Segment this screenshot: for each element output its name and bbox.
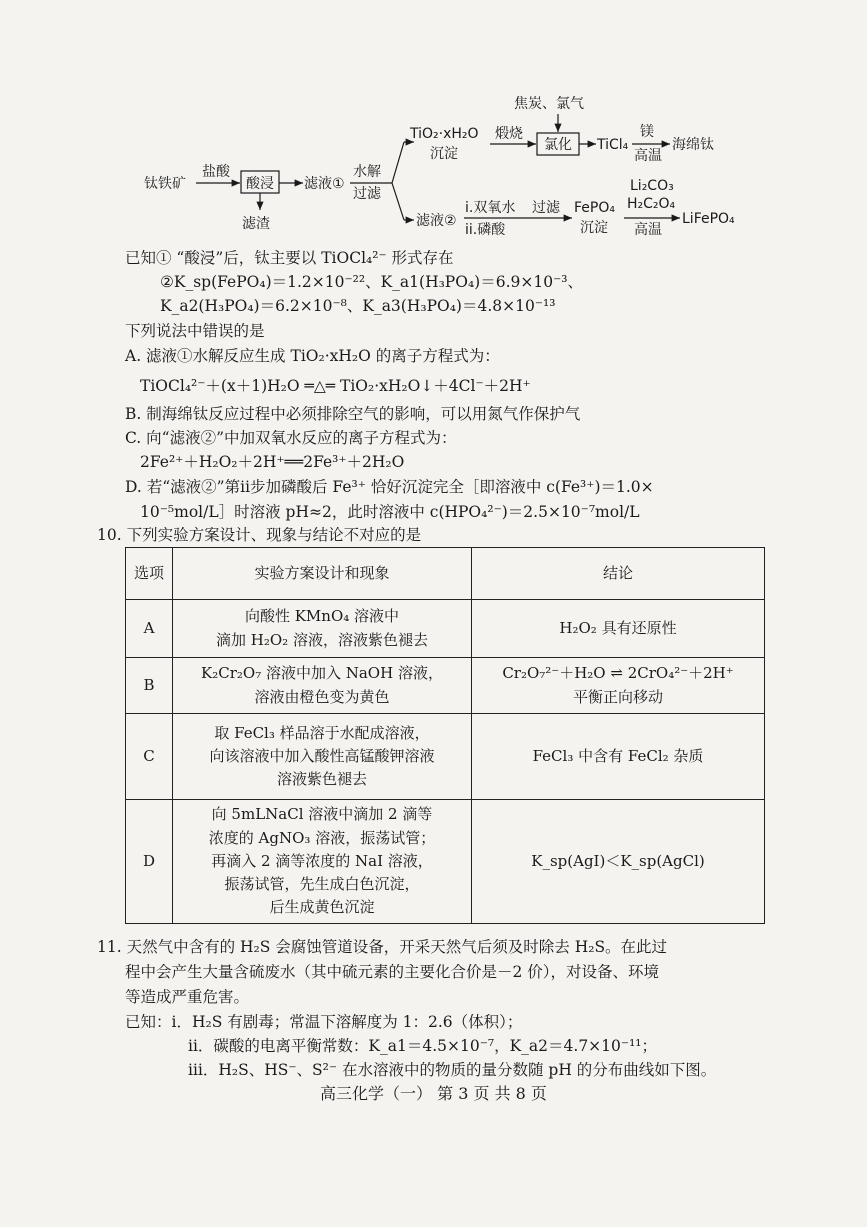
row-d-design-line: 浓度的 AgNO₃ 溶液，振荡试管； [208,828,436,847]
row-d-design-line: 再滴入 2 滴等浓度的 NaI 溶液， [211,851,433,870]
known-3: K_a2(H₃PO₄)＝6.2×10⁻⁸、K_a3(H₃PO₄)＝4.8×10⁻¹³ [160,297,556,315]
row-d-design-line: 向 5mLNaCl 溶液中滴加 2 滴等 [211,805,433,824]
q11-line2: 程中会产生大量含硫废水（其中硫元素的主要化合价是－2 价），对设备、环境 [125,963,660,981]
row-a-design-line: 滴加 H₂O₂ 溶液，溶液紫色褪去 [216,630,428,649]
q11-known-3: ⅲ．H₂S、HS⁻、S²⁻ 在水溶液中的物质的量分数随 pH 的分布曲线如下图。 [188,1061,717,1079]
row-b-option: B [126,658,173,714]
experiment-table [125,547,765,924]
q9-option-c-line1: C. 向“滤液②”中加双氧水反应的离子方程式为： [125,429,457,447]
row-d-conclusion-line: K_sp(AgI)＜K_sp(AgCl) [531,851,705,870]
table-row-c [126,714,765,800]
row-c-option: C [126,714,173,800]
filter2-label: 过滤 [532,200,560,216]
row-c-conclusion-line: FeCl₃ 中含有 FeCl₂ 杂质 [532,746,704,765]
filtrate1-label: 滤液① [304,176,345,192]
high-temp-label-1: 高温 [634,148,662,164]
tio2-label: TiO₂·xH₂O [410,126,479,142]
process-flow-diagram [140,92,780,247]
known-2: ②K_sp(FePO₄)＝1.2×10⁻²²、K_a1(H₃PO₄)＝6.9×10⁻³、 [160,273,583,291]
row-c-design [173,714,472,800]
row-d-conclusion [472,800,765,924]
row-c-conclusion [472,714,765,800]
header-conclusion: 结论 [472,548,765,600]
row-d-design [173,800,472,924]
tio2-precip-label: 沉淀 [430,146,458,162]
q9-option-d-line2: 10⁻⁵mol/L］时溶液 pH≈2，此时溶液中 c(HPO₄²⁻)＝2.5×10⁻⁷mol/L [140,503,640,521]
row-c-design-line: 向该溶液中加入酸性高锰酸钾溶液 [209,746,435,765]
row-b-conclusion-line: 平衡正向移动 [572,687,663,706]
q9-option-a-line1: A. 滤液①水解反应生成 TiO₂·xH₂O 的离子方程式为： [125,347,500,365]
chlorination-box: 氯化 [544,137,572,153]
table-row-a [126,600,765,658]
table-row-b [126,658,765,714]
table-header-row [126,548,765,600]
q11-known-1: 已知：ⅰ．H₂S 有剧毒；常温下溶解度为 1：2.6（体积）； [125,1013,523,1031]
row-d-option: D [126,800,173,924]
q11-known-2: ⅱ．碳酸的电离平衡常数：K_a1＝4.5×10⁻⁷，K_a2＝4.7×10⁻¹¹； [188,1037,658,1055]
leach-box: 酸浸 [246,176,274,192]
q11-line3: 等造成严重危害。 [125,988,250,1006]
row-c-design-line: 取 FeCl₃ 样品溶于水配成溶液， [214,723,430,742]
fepo4-precip-label: 沉淀 [580,220,608,236]
row-a-design-line: 向酸性 KMnO₄ 溶液中 [244,607,400,626]
filtrate2-label: 滤液② [416,213,457,229]
row-d-design-line: 后生成黄色沉淀 [269,898,375,917]
reagent-h2c2o4: H₂C₂O₄ [627,196,676,212]
high-temp-label-2: 高温 [634,222,662,238]
ore-label: 钛铁矿 [144,176,186,192]
chlorination-reagents: 焦炭、氯气 [514,96,584,112]
filter1-label: 过滤 [353,186,381,202]
table-row-d [126,800,765,924]
row-b-design-line: 溶液由橙色变为黄色 [254,687,390,706]
mg-label: 镁 [640,124,654,140]
row-b-design-line: K₂Cr₂O₇ 溶液中加入 NaOH 溶液， [201,664,443,683]
row-a-option: A [126,600,173,658]
header-option: 选项 [126,548,173,600]
step-i-label: i.双氧水 [465,200,516,216]
row-a-conclusion [472,600,765,658]
hydrolysis-label: 水解 [353,164,381,180]
fepo4-label: FePO₄ [574,200,615,216]
row-b-design [173,658,472,714]
residue-label: 滤渣 [242,216,270,232]
header-design: 实验方案设计和现象 [173,548,472,600]
row-c-design-line: 溶液紫色褪去 [276,770,367,789]
q11-line1: 11. 天然气中含有的 H₂S 会腐蚀管道设备，开采天然气后须及时除去 H₂S。在此过 [97,938,668,956]
calcine-label: 煅烧 [495,126,523,142]
row-d-design-line: 振荡试管，先生成白色沉淀， [224,875,420,894]
q9-option-d-line1: D. 若“滤液②”第ⅱ步加磷酸后 Fe³⁺ 恰好沉淀完全［即溶液中 c(Fe³⁺)＝1.0× [125,478,654,496]
reagent-li2co3: Li₂CO₃ [630,178,674,194]
q9-option-a-equation: TiOCl₄²⁻＋(x＋1)H₂O ═△═ TiO₂·xH₂O↓＋4Cl⁻＋2H⁺ [140,377,531,395]
acid-label: 盐酸 [202,164,230,180]
row-b-conclusion-line: Cr₂O₇²⁻＋H₂O ⇌ 2CrO₄²⁻＋2H⁺ [502,664,734,683]
product-label: LiFePO₄ [682,211,735,227]
ticl4-label: TiCl₄ [597,137,629,153]
sponge-ti-label: 海绵钛 [672,137,714,153]
row-a-conclusion-line: H₂O₂ 具有还原性 [559,618,677,637]
q9-option-b: B. 制海绵钛反应过程中必须排除空气的影响，可以用氮气作保护气 [125,405,581,423]
page-footer: 高三化学（一） 第 3 页 共 8 页 [320,1084,547,1103]
row-b-conclusion [472,658,765,714]
row-a-design [173,600,472,658]
q10-stem: 10. 下列实验方案设计、现象与结论不对应的是 [97,526,422,544]
step-ii-label: ii.磷酸 [465,222,506,238]
q9-option-c-equation: 2Fe²⁺＋H₂O₂＋2H⁺══2Fe³⁺＋2H₂O [140,453,405,471]
q9-stem: 下列说法中错误的是 [125,322,265,340]
known-1: 已知① “酸浸”后，钛主要以 TiOCl₄²⁻ 形式存在 [125,249,454,267]
